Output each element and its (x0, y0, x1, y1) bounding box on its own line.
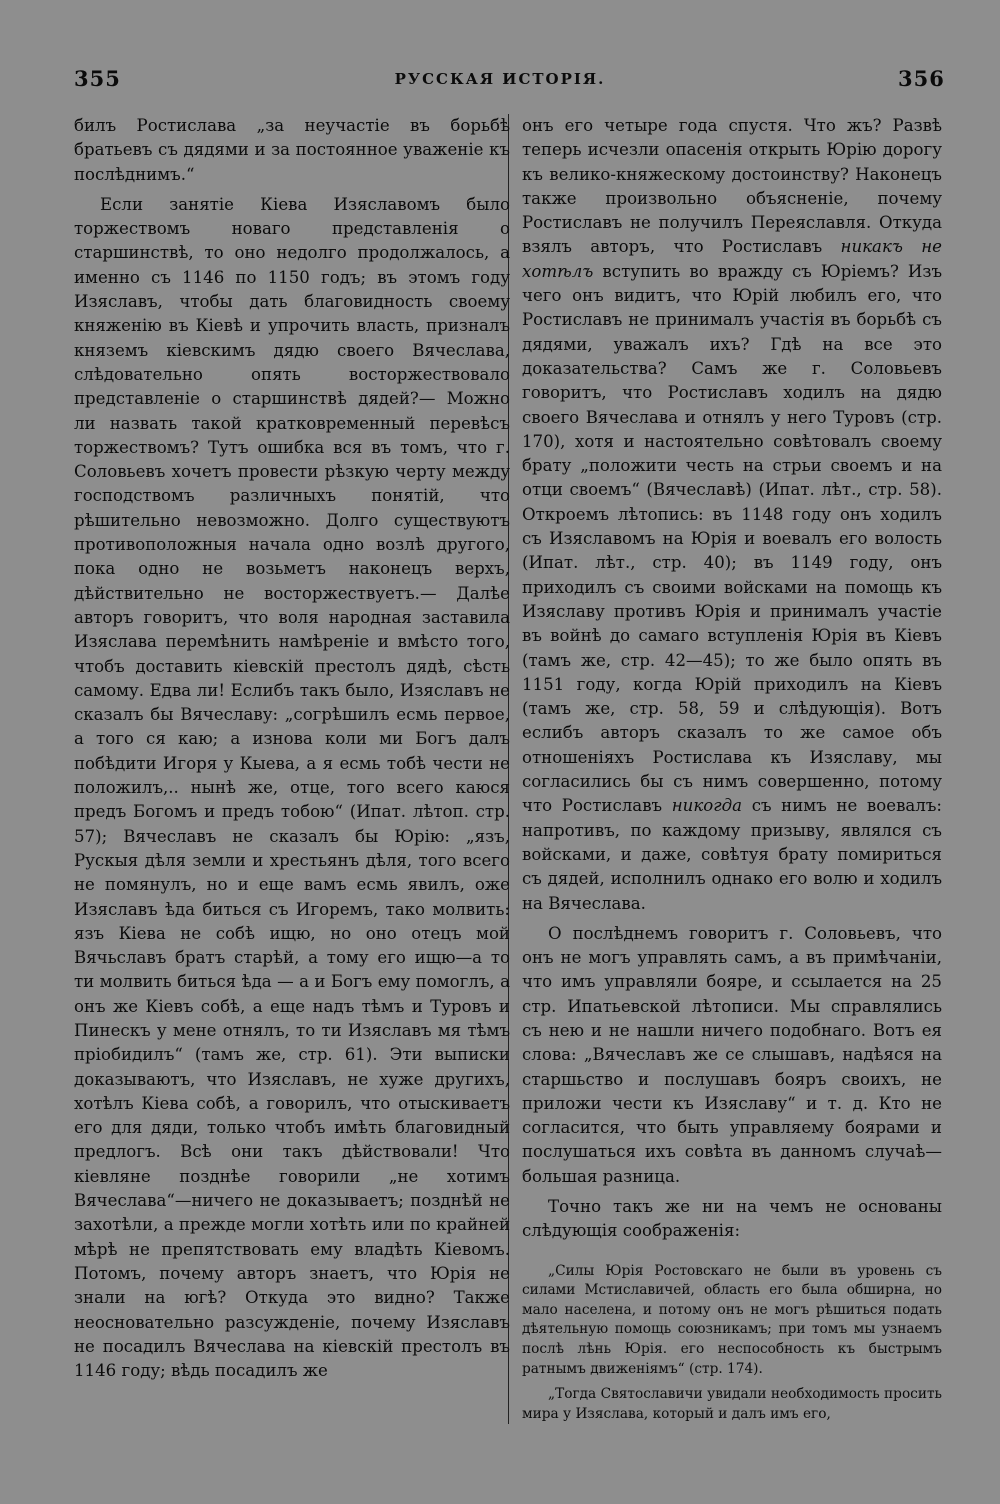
block-quote: „Силы Юрія Ростовскаго не были въ уровень съ силами Мстиславичей, область его была обширна, но мало населена, и потому онъ не могъ рѣшиться подать дѣятельную помощь союзникамъ; при томъ мы узнаемъ послѣ лѣнь Юрія. его неспособность къ быстрымъ ратнымъ движеніямъ“ (стр. 174). (522, 1262, 942, 1377)
page-number-right: 356 (898, 66, 945, 91)
left-column (74, 114, 510, 1383)
block-quote: „Тогда Святославичи увидали необходимость просить мира у Изяслава, который и далъ имъ его, (522, 1386, 942, 1422)
paragraph: Если занятіе Кіева Изяславомъ было торжествомъ новаго представленія о старшинствѣ, то оно недолго продолжалось, а именно съ 1146 по 1150 годъ; въ этомъ году Изяславъ, чтобы дать благовидность своему княженію въ Кіевѣ и упрочить власть, призналъ княземъ кіевскимъ дядю своего Вячеслава, слѣдовательно опять восторжествовало представленіе о старшинствѣ дядей?— Можно ли назвать такой кратковременный перевѣсъ торжествомъ? Тутъ ошибка вся въ томъ, что г. Соловьевъ хочетъ провести рѣзкую черту между господствомъ различныхъ понятій, что рѣшительно невозможно. Долго существуютъ противоположныя начала одно возлѣ другого, пока одно не возьметъ наконецъ верхъ, дѣйствительно не восторжествуетъ.— Далѣе авторъ говоритъ, что воля народная заставила Изяслава перемѣнить намѣреніе и вмѣсто того, чтобъ доставить кіевскій престолъ дядѣ, сѣсть самому. Едва ли! Еслибъ такъ было, Изяславъ не сказалъ бы Вячеславу: „согрѣшилъ есмь первое, а того ся каю; а изнова коли ми Богъ далъ побѣдити Игоря у Кыева, а я есмь тобѣ чести не положилъ,.. нынѣ же, отце, того всего каюся предъ Богомъ и предъ тобою“ (Ипат. лѣтоп. стр. 57); Вячеславъ не сказалъ бы Юрію: „язъ, Рускыя дѣля земли и хрестьянъ дѣля, того всего не помянулъ, но и еще вамъ есмь явилъ, оже Изяславъ ѣда биться съ Игоремъ, тако молвить: язъ Кіева не собѣ ищю, но оно отецъ мой Вячьславъ братъ старѣй, а тому его ищю—а то ти молвить биться ѣда — а и Богъ ему помоглъ, а онъ же Кіевъ собѣ, а еще надъ тѣмъ и Туровъ и Пинескъ у мене отнялъ, то ти Изяславъ мя тѣмъ пріобидилъ“ (тамъ же, стр. 61). Эти выписки доказываютъ, что Изяславъ, не хуже другихъ, хотѣлъ Кіева собѣ, а говорилъ, что отыскиваетъ его для дяди, только чтобъ имѣть благовидный предлогъ. Всѣ они такъ дѣйствовали! Что кіевляне позднѣе говорили „не хотимъ Вячеслава“—ничего не доказываетъ; позднѣй не захотѣли, а прежде могли хотѣть или по крайней мѣрѣ не препятствовать ему владѣть Кіевомъ. Потомъ, почему авторъ знаетъ, что Юрія не знали на югѣ? Откуда это видно? Также неосновательно разсужденіе, почему Изяславъ не посадилъ Вячеслава на кіевскій престолъ въ 1146 году; вѣдь посадилъ же (74, 194, 510, 1381)
page-number-left: 355 (74, 66, 121, 91)
right-column (522, 114, 942, 1424)
paragraph: О послѣднемъ говоритъ г. Соловьевъ, что онъ не могъ управлять самъ, а въ примѣчаніи, что имъ управляли бояре, и ссылается на 25 стр. Ипатьевской лѣтописи. Мы справлялись съ нею и не нашли ничего подобнаго. Вотъ ея слова: „Вячеславъ же се слышавъ, надѣяся на старшьство и послушавъ бояръ своихъ, не приложи чести къ Изяславу“ и т. д. Кто не согласится, что быть управляему боярами и послушаться ихъ совѣта въ данномъ случаѣ—большая разница. (522, 923, 942, 1186)
paragraph (522, 114, 942, 916)
paragraph: билъ Ростислава „за неучастіе въ борьбѣ братьевъ съ дядями и за постоянное уваженіе къ послѣднимъ.“ (74, 116, 510, 184)
paragraph: Точно такъ же ни на чемъ не основаны слѣдующія соображенія: (522, 1197, 942, 1241)
text-run: съ нимъ не воевалъ: напротивъ, по каждому призыву, являлся съ войсками, и даже, совѣтуя брату помириться съ дядей, исполнилъ однако его волю и ходилъ на Вячеслава. (522, 796, 942, 913)
emphasis: никакъ не хотѣлъ (522, 237, 942, 281)
emphasis: никогда (671, 796, 743, 816)
text-run: онъ его четыре года спустя. Что жъ? Развѣ теперь исчезли опасенія открыть Юрію дорогу къ велико-княжескому достоинству? Наконецъ также произвольно объясненіе, почему Ростиславъ не получилъ Переяславля. Откуда взялъ авторъ, что Ростиславъ (522, 116, 942, 257)
running-header (0, 66, 1000, 96)
text-run: вступить во вражду съ Юріемъ? Изъ чего онъ видитъ, что Юрій любилъ его, что Ростиславъ не принималъ участія въ борьбѣ съ дядями, уважалъ ихъ? Гдѣ на все это доказательства? Самъ же г. Соловьевъ говоритъ, что Ростиславъ ходилъ на дядю своего Вячеслава и отнялъ у него Туровъ (стр. 170), хотя и настоятельно совѣтовалъ своему брату „положити честь на стрьи своемъ и на отци своемъ“ (Вячеславѣ) (Ипат. лѣт., стр. 58). Откроемъ лѣтопись: въ 1148 году онъ ходилъ съ Изяславомъ на Юрія и воевалъ его волость (Ипат. лѣт., стр. 40); въ 1149 году, онъ приходилъ съ своими войсками на помощь къ Изяславу противъ Юрія и принималъ участіе въ войнѣ до самаго вступленія Юрія въ Кіевъ (тамъ же, стр. 42—45); то же было опять въ 1151 году, когда Юрій приходилъ на Кіевъ (тамъ же, стр. 58, 59 и слѣдующія). Вотъ еслибъ авторъ сказалъ то же самое объ отношеніяхъ Ростислава къ Изяславу, мы согласились бы съ нимъ совершенно, потому что Ростиславъ (522, 261, 942, 816)
running-title: РУССКАЯ ИСТОРІЯ. (394, 70, 606, 88)
